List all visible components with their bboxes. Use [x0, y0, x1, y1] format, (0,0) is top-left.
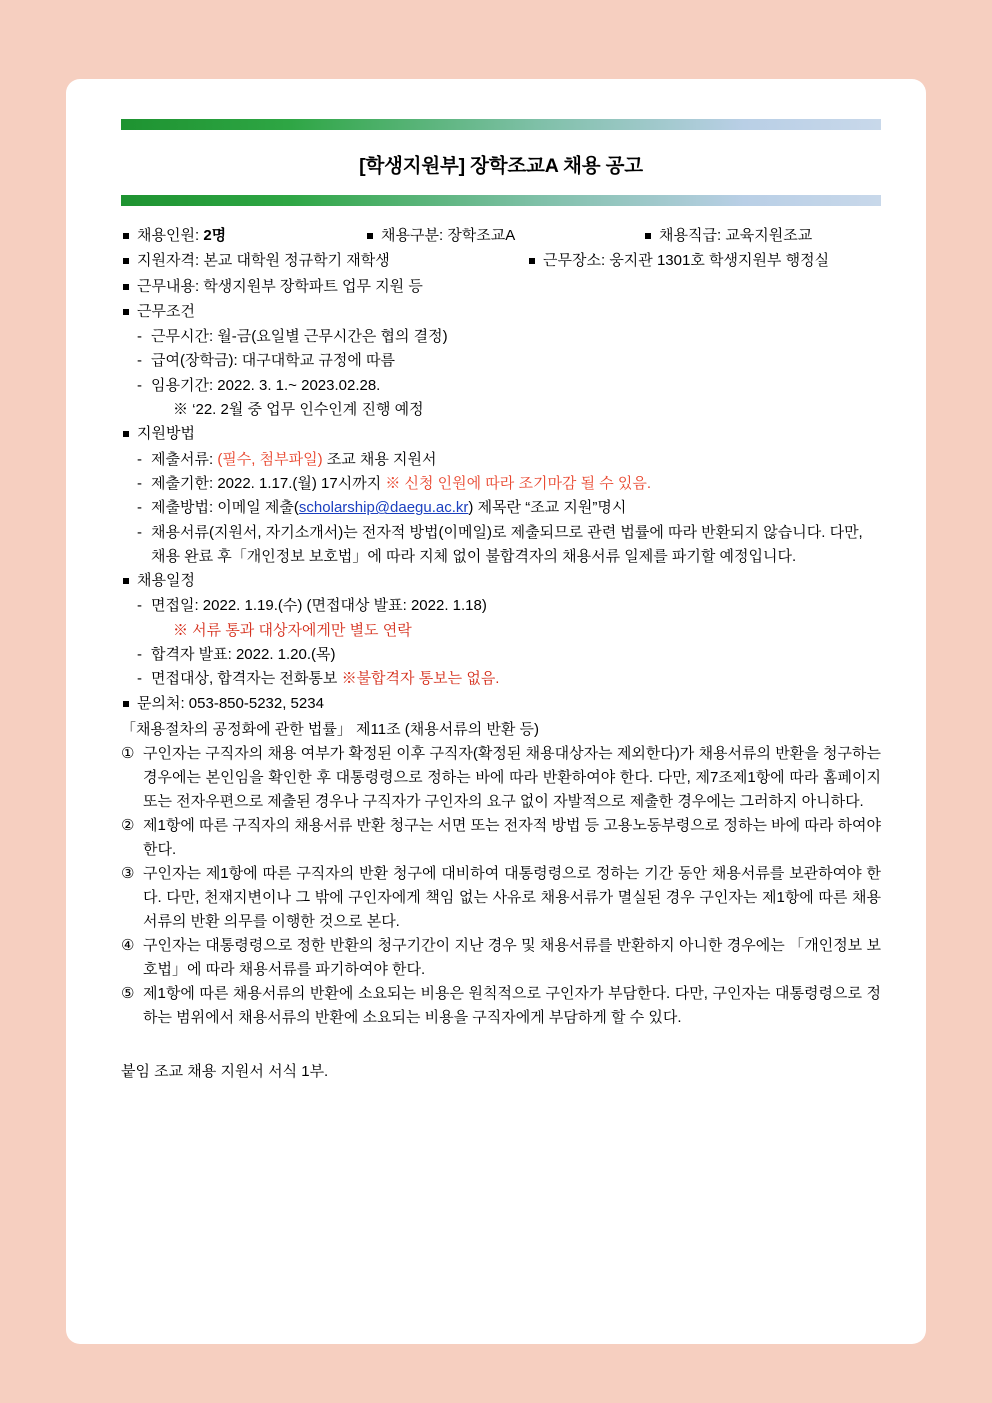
law-item	[121, 742, 881, 814]
return-policy	[137, 521, 881, 570]
apply-heading-label: 지원방법	[137, 425, 195, 443]
recruit-type-value: 장학조교A	[447, 227, 516, 244]
header-gradient-bar-bottom	[121, 195, 881, 206]
submit-docs-required: (필수, 첨부파일)	[217, 450, 323, 468]
submit-deadline-value: 2022. 1.17.(월) 17시까지	[217, 474, 382, 492]
document-body	[121, 119, 881, 1081]
work-hours: - 근무시간: 월-금(요일별 근무시간은 협의 결정)	[137, 325, 881, 349]
law-item-number: ①	[121, 744, 135, 762]
apply-details	[121, 448, 881, 569]
law-item	[121, 814, 881, 862]
phone-notice-plain: 면접대상, 합격자는 전화통보	[151, 670, 342, 688]
submit-docs-label: 제출서류:	[151, 450, 214, 468]
eligibility	[121, 249, 527, 273]
page-title: [학생지원부] 장학조교A 채용 공고	[359, 155, 643, 177]
phone-notice	[137, 667, 881, 691]
law-item-number: ⑤	[121, 984, 135, 1002]
recruit-count-label: 채용인원:	[137, 227, 200, 244]
schedule-heading-label: 채용일정	[137, 572, 195, 590]
recruit-rank	[643, 224, 812, 248]
announcement-list	[121, 224, 881, 324]
law-item-text: 구인자는 제1항에 따른 구직자의 반환 청구에 대비하여 대통령령으로 정하는 기간 동안 채용서류를 보관하여야 한다. 다만, 천재지변이나 그 밖에 구인자에게 책임 없는 사유로 채용서류가 멸실된 경우 구인자는 제1항에 따른 채용서류의 반환 의무를 이행한 것으로 본다.	[143, 864, 881, 930]
recruit-rank-label: 채용직급:	[659, 227, 722, 244]
appointment-period: - 임용기간: 2022. 3. 1.~ 2023.02.28.	[137, 374, 881, 398]
summary-row-2	[121, 249, 881, 273]
recruit-type-label: 채용구분:	[381, 227, 444, 244]
submit-method	[137, 496, 881, 520]
inquiry-section	[121, 692, 881, 716]
salary: - 급여(장학금): 대구대학교 규정에 따름	[137, 349, 881, 373]
law-item	[121, 862, 881, 934]
page-title-wrap	[121, 130, 881, 195]
interview-contact-note: ※ 서류 통과 대상자에게만 별도 연락	[173, 621, 412, 639]
work-conditions-label: 근무조건	[137, 302, 195, 320]
return-policy-text: 채용서류(지원서, 자기소개서)는 전자적 방법(이메일)로 제출되므로 관련 법률에 따라 반환되지 않습니다. 다만, 채용 완료 후「개인정보 보호법」에 따라 지체 없이 불합격자의 채용서류 일제를 파기할 예정입니다.	[151, 523, 863, 565]
eligibility-value: 본교 대학원 정규학기 재학생	[203, 252, 390, 270]
interview-date: - 면접일: 2022. 1.19.(수) (면접대상 발표: 2022. 1.18)	[137, 594, 881, 618]
recruit-count-value: 2명	[203, 227, 227, 244]
work-conditions-list	[121, 325, 881, 422]
work-location-label: 근무장소:	[543, 252, 606, 270]
work-location-value: 웅지관 1301호 학생지원부 행정실	[609, 252, 830, 270]
schedule-details	[121, 594, 881, 691]
law-title: 「채용절차의 공정화에 관한 법률」 제11조 (채용서류의 반환 등)	[121, 720, 540, 738]
result-announce: - 합격자 발표: 2022. 1.20.(목)	[137, 643, 881, 667]
law-item-text: 구인자는 대통령령으로 정한 반환의 청구기간이 지난 경우 및 채용서류를 반환하지 아니한 경우에는 「개인정보 보호법」에 따라 채용서류를 파기하여야 한다.	[143, 936, 881, 978]
submit-deadline	[137, 472, 881, 496]
law-item-text: 제1항에 따른 채용서류의 반환에 소요되는 비용은 원칙적으로 구인자가 부담한다. 다만, 구인자는 대통령령으로 정하는 범위에서 채용서류의 반환에 소요되는 비용을 구직자에게 부담하게 할 수 있다.	[143, 984, 881, 1026]
phone-notice-red: ※불합격자 통보는 없음.	[341, 670, 500, 688]
submit-docs	[137, 448, 881, 472]
recruit-type	[365, 224, 643, 248]
work-conditions-heading	[121, 300, 881, 324]
submit-deadline-label: 제출기한:	[151, 474, 214, 492]
email-link[interactable]: scholarship@daegu.ac.kr	[298, 499, 469, 517]
submit-method-label: 제출방법: 이메일 제출(	[151, 499, 299, 517]
law-item-number: ③	[121, 864, 135, 882]
document-page	[66, 79, 926, 1344]
summary-row-1	[121, 224, 881, 248]
apply-heading	[121, 422, 881, 446]
law-item-number: ④	[121, 936, 135, 954]
apply-section	[121, 422, 881, 446]
law-list	[121, 742, 881, 1030]
recruit-rank-value: 교육지원조교	[725, 227, 813, 244]
work-location	[527, 249, 829, 273]
law-item-text: 제1항에 따른 구직자의 채용서류 반환 청구는 서면 또는 전자적 방법 등 고용노동부령으로 정하는 바에 따라 하여야 한다.	[143, 816, 881, 858]
eligibility-label: 지원자격:	[137, 252, 200, 270]
inquiry: 문의처: 053-850-5232, 5234	[121, 692, 881, 716]
law-item-number: ②	[121, 816, 135, 834]
schedule-section	[121, 569, 881, 593]
submit-docs-rest: 조교 채용 지원서	[326, 450, 437, 468]
header-gradient-bar-top	[121, 119, 881, 130]
law-item-text: 구인자는 구직자의 채용 여부가 확정된 이후 구직자(확정된 채용대상자는 제외한다)가 채용서류의 반환을 청구하는 경우에는 본인임을 확인한 후 대통령령으로 정하는 바에 따라 반환하여야 한다. 다만, 제7조제1항에 따라 홈페이지 또는 전자우편으로 제출된 경우나 구직자가 구인자의 요구 없이 자발적으로 제출한 경우에는 그러하지 아니하다.	[143, 744, 881, 810]
law-item	[121, 934, 881, 982]
work-content: 근무내용: 학생지원부 장학파트 업무 지원 등	[121, 275, 881, 299]
handover-note: ※ ‘22. 2월 중 업무 인수인계 진행 예정	[173, 401, 424, 419]
recruit-count	[121, 224, 365, 248]
law-item	[121, 982, 881, 1030]
attachment-note: 붙임 조교 채용 지원서 서식 1부.	[121, 1062, 329, 1080]
submit-deadline-note: ※ 신청 인원에 따라 조기마감 될 수 있음.	[385, 474, 652, 492]
submit-method-tail: ) 제목란 “조교 지원”명시	[468, 499, 627, 517]
schedule-heading	[121, 569, 881, 593]
